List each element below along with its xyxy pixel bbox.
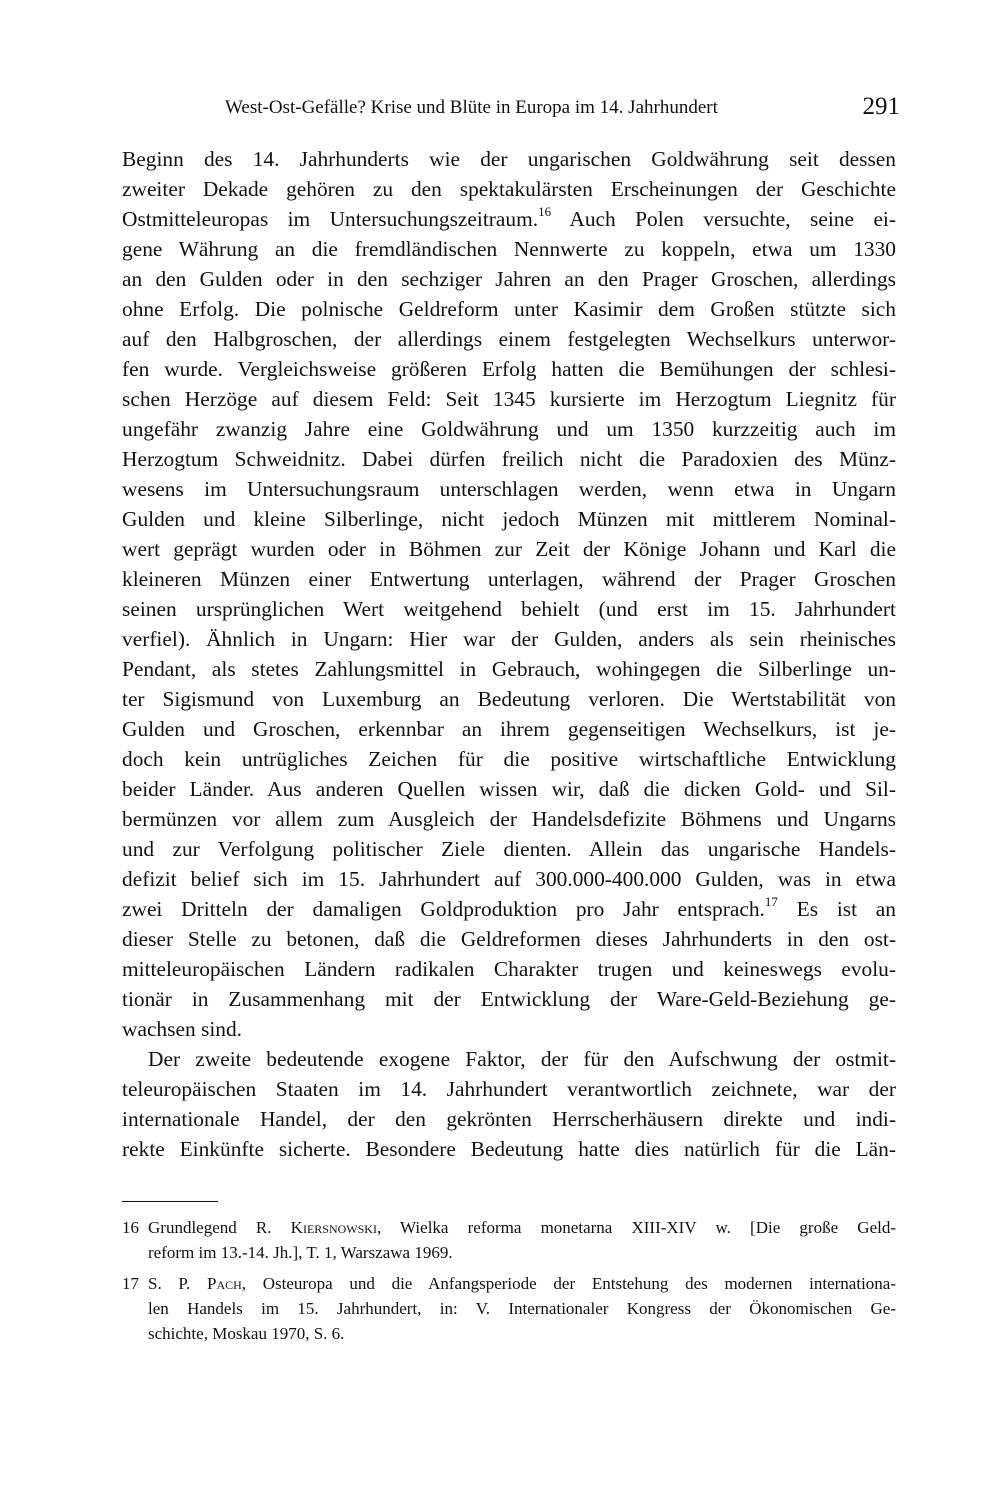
text-line: gene Währung an die fremdländischen Nennwerte zu koppeln, etwa um 1330 (122, 237, 896, 261)
text-fragment: Es ist an (777, 897, 896, 921)
author-name: Pach (206, 1274, 242, 1293)
footnote-ref-16[interactable]: 16 (538, 204, 552, 219)
text-line: rekte Einkünfte sicherte. Besondere Bedeutung hatte dies natürlich für die Län- (122, 1137, 896, 1161)
footnote-line (148, 1271, 896, 1296)
footnote-ref-17[interactable]: 17 (764, 894, 778, 909)
text-line: beider Länder. Aus anderen Quellen wissen wir, daß die dicken Gold- und Sil- (122, 777, 896, 801)
footnote-17 (122, 1271, 896, 1346)
footnotes (122, 1215, 896, 1346)
text-line: verfiel). Ähnlich in Ungarn: Hier war der Gulden, anders als sein rheinisches (122, 627, 896, 651)
text-line: Beginn des 14. Jahrhunderts wie der ungarischen Goldwährung seit dessen (122, 147, 896, 171)
text-line: internationale Handel, der den gekrönten Herrscherhäusern direkte und indi- (122, 1107, 896, 1131)
text-line: wachsen sind. (122, 1017, 242, 1041)
footnote-line: len Handels im 15. Jahrhundert, in: V. Internationaler Kongress der Ökonomischen Ge- (148, 1299, 896, 1318)
text-fragment: Ostmitteleuropas im Untersuchungszeitraum. (122, 207, 539, 231)
footnote-number: 16 (122, 1218, 139, 1237)
text-line: kleineren Münzen einer Entwertung unterlagen, während der Prager Groschen (122, 567, 896, 591)
page-number: 291 (862, 93, 900, 120)
text-line (122, 894, 896, 924)
running-header (225, 93, 900, 125)
text-line: teleuropäischen Staaten im 14. Jahrhundert verantwortlich zeichnete, war der (122, 1077, 896, 1101)
text-line: Der zweite bedeutende exogene Faktor, der für den Aufschwung der ostmit- (148, 1047, 896, 1071)
text-fragment: , Wielka reforma monetarna XIII-XIV w. [Die große Geld- (376, 1218, 896, 1237)
text-line: defizit belief sich im 15. Jahrhundert auf 300.000-400.000 Gulden, was in etwa (122, 867, 896, 891)
text-line: schen Herzöge auf diesem Feld: Seit 1345 kursierte im Herzogtum Liegnitz für (122, 387, 896, 411)
text-line: ungefähr zwanzig Jahre eine Goldwährung und um 1350 kurzzeitig auch im (122, 417, 896, 441)
text-line: an den Gulden oder in den sechziger Jahren an den Prager Groschen, allerdings (122, 267, 896, 291)
text-line: Gulden und kleine Silberlinge, nicht jedoch Münzen mit mittlerem Nominal- (122, 507, 896, 531)
footnote-number: 17 (122, 1274, 139, 1293)
text-line: wert geprägt wurden oder in Böhmen zur Zeit der Könige Johann und Karl die (122, 537, 896, 561)
text-line: auf den Halbgroschen, der allerdings einem festgelegten Wechselkurs unterwor- (122, 327, 896, 351)
paragraph-1 (122, 144, 896, 1044)
running-title: West-Ost-Gefälle? Krise und Blüte in Europa im 14. Jahrhundert (225, 97, 718, 118)
text-line: wesens im Untersuchungsraum unterschlagen werden, wenn etwa in Ungarn (122, 477, 896, 501)
text-fragment: zwei Dritteln der damaligen Goldproduktion pro Jahr entsprach. (122, 897, 765, 921)
text-fragment: S. P. (148, 1274, 207, 1293)
footnote-separator (122, 1201, 218, 1202)
footnote-16 (122, 1215, 896, 1265)
text-line: ohne Erfolg. Die polnische Geldreform unter Kasimir dem Großen stützte sich (122, 297, 896, 321)
text-line: Herzogtum Schweidnitz. Dabei dürfen freilich nicht die Paradoxien des Münz- (122, 447, 896, 471)
text-line: dieser Stelle zu betonen, daß die Geldreformen dieses Jahrhunderts in den ost- (122, 927, 896, 951)
main-text (122, 144, 896, 1164)
footnote-line: schichte, Moskau 1970, S. 6. (148, 1324, 345, 1343)
text-line: ter Sigismund von Luxemburg an Bedeutung verloren. Die Wertstabilität von (122, 687, 896, 711)
text-line: Pendant, als stetes Zahlungsmittel in Gebrauch, wohingegen die Silberlinge un- (122, 657, 896, 681)
text-line: bermünzen vor allem zum Ausgleich der Handelsdefizite Böhmens und Ungarns (122, 807, 896, 831)
text-line: mitteleuropäischen Ländern radikalen Charakter trugen und keineswegs evolu- (122, 957, 896, 981)
text-line: doch kein untrügliches Zeichen für die positive wirtschaftliche Entwicklung (122, 747, 896, 771)
text-fragment: Grundlegend R. (148, 1218, 291, 1237)
footnote-line (148, 1215, 896, 1240)
text-line: und zur Verfolgung politischer Ziele dienten. Allein das ungarische Handels- (122, 837, 896, 861)
text-fragment: , Osteuropa und die Anfangsperiode der Entstehung des modernen internationa- (241, 1274, 896, 1293)
text-line: fen wurde. Vergleichsweise größeren Erfolg hatten die Bemühungen der schlesi- (122, 357, 896, 381)
footnote-line: reform im 13.-14. Jh.], T. 1, Warszawa 1969. (148, 1243, 453, 1262)
text-line: tionär in Zusammenhang mit der Entwicklung der Ware-Geld-Beziehung ge- (122, 987, 896, 1011)
paragraph-2 (122, 1044, 896, 1164)
text-line (122, 204, 896, 234)
text-line: Gulden und Groschen, erkennbar an ihrem gegenseitigen Wechselkurs, ist je- (122, 717, 896, 741)
text-fragment: Auch Polen versuchte, seine ei- (551, 207, 896, 231)
text-line: seinen ursprünglichen Wert weitgehend behielt (und erst im 15. Jahrhundert (122, 597, 896, 621)
author-name: Kiersnowski (290, 1218, 377, 1237)
text-line: zweiter Dekade gehören zu den spektakulärsten Erscheinungen der Geschichte (122, 177, 896, 201)
